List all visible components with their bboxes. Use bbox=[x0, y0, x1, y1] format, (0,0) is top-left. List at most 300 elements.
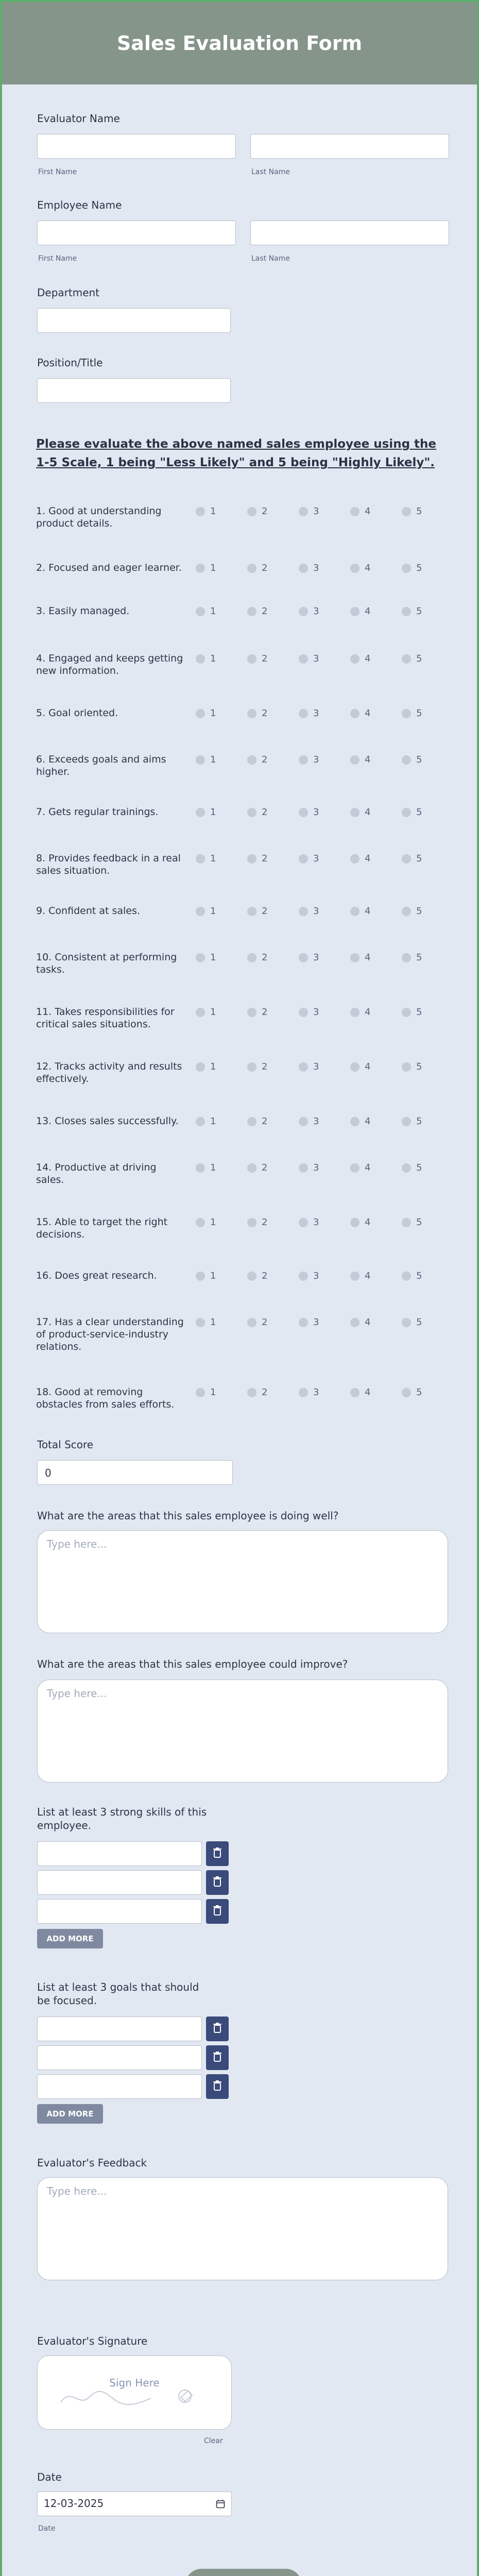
question-16-option-2[interactable] bbox=[247, 1270, 267, 1281]
option-label: 4 bbox=[365, 563, 371, 573]
radio-circle-icon bbox=[350, 1272, 360, 1281]
question-5-option-1[interactable] bbox=[196, 708, 216, 719]
question-6-option-3[interactable] bbox=[299, 754, 319, 765]
radio-circle-icon bbox=[402, 907, 411, 916]
option-label: 1 bbox=[210, 754, 216, 765]
option-label: 1 bbox=[210, 1217, 216, 1228]
form-header bbox=[2, 2, 477, 84]
option-label: 2 bbox=[262, 653, 268, 664]
radio-circle-icon bbox=[247, 1062, 256, 1072]
option-label: 4 bbox=[365, 952, 371, 963]
question-17-option-4[interactable] bbox=[350, 1317, 370, 1328]
option-label: 1 bbox=[210, 1387, 216, 1398]
delete-skill-1-button[interactable] bbox=[206, 1841, 229, 1866]
question-15-option-4[interactable] bbox=[350, 1217, 370, 1228]
option-label: 3 bbox=[313, 1317, 319, 1328]
question-1-option-2[interactable] bbox=[247, 506, 267, 517]
option-label: 1 bbox=[210, 1317, 216, 1328]
question-8-option-3[interactable] bbox=[299, 853, 319, 864]
question-12-text: 12. Tracks activity and results effectively. bbox=[36, 1061, 182, 1084]
position-label: Position/Title bbox=[37, 357, 103, 369]
question-18-option-5[interactable] bbox=[402, 1387, 422, 1398]
question-18-option-4[interactable] bbox=[350, 1387, 370, 1398]
question-9-text: 9. Confident at sales. bbox=[36, 905, 140, 917]
option-label: 3 bbox=[313, 653, 319, 664]
radio-circle-icon bbox=[299, 1163, 308, 1173]
radio-circle-icon bbox=[196, 755, 205, 765]
evaluator-name-label: Evaluator Name bbox=[37, 112, 120, 125]
radio-circle-icon bbox=[196, 1008, 205, 1017]
total-score-label: Total Score bbox=[37, 1438, 94, 1451]
department-input[interactable] bbox=[37, 308, 231, 333]
option-label: 5 bbox=[416, 754, 422, 765]
radio-circle-icon bbox=[196, 1218, 205, 1227]
option-label: 5 bbox=[416, 1116, 422, 1127]
position-input[interactable] bbox=[37, 378, 231, 403]
question-15-option-3[interactable] bbox=[299, 1217, 319, 1228]
option-label: 1 bbox=[210, 906, 216, 917]
sign-here-prompt: Sign Here bbox=[109, 2377, 160, 2389]
option-label: 3 bbox=[313, 1162, 319, 1173]
radio-circle-icon bbox=[247, 808, 256, 817]
doing-well-label: What are the areas that this sales employee is doing well? bbox=[37, 1510, 339, 1522]
option-label: 1 bbox=[210, 653, 216, 664]
question-2-option-2[interactable] bbox=[247, 563, 267, 573]
question-12-option-3[interactable] bbox=[299, 1061, 319, 1072]
improve-textarea[interactable]: Type here... bbox=[37, 1680, 448, 1783]
evaluator-first-name-input[interactable] bbox=[37, 134, 236, 159]
radio-circle-icon bbox=[247, 755, 256, 765]
scale-instructions: Please evaluate the above named sales employee using the 1-5 Scale, 1 being "Less Likely" and 5 being "Highly Likely". bbox=[36, 437, 437, 469]
radio-circle-icon bbox=[350, 1388, 360, 1397]
delete-skill-3-button[interactable] bbox=[206, 1899, 229, 1924]
question-9-option-4[interactable] bbox=[350, 906, 370, 917]
question-2-option-5[interactable] bbox=[402, 563, 422, 573]
goal-input-3[interactable] bbox=[37, 2074, 202, 2099]
option-label: 3 bbox=[313, 1387, 319, 1398]
question-8-option-2[interactable] bbox=[247, 853, 267, 864]
trash-icon bbox=[213, 2023, 222, 2036]
radio-circle-icon bbox=[196, 1388, 205, 1397]
radio-circle-icon bbox=[402, 1388, 411, 1397]
question-16-option-1[interactable] bbox=[196, 1270, 216, 1281]
radio-circle-icon bbox=[247, 1318, 256, 1327]
option-label: 4 bbox=[365, 853, 371, 864]
question-2-text: 2. Focused and eager learner. bbox=[36, 562, 182, 573]
question-17-option-5[interactable] bbox=[402, 1317, 422, 1328]
option-label: 2 bbox=[262, 754, 268, 765]
question-11-option-2[interactable] bbox=[247, 1007, 267, 1018]
evaluator-last-name-input[interactable] bbox=[250, 134, 449, 159]
option-label: 4 bbox=[365, 1387, 371, 1398]
option-label: 3 bbox=[313, 1116, 319, 1127]
option-label: 5 bbox=[416, 1217, 422, 1228]
radio-circle-icon bbox=[350, 907, 360, 916]
feedback-textarea[interactable]: Type here... bbox=[37, 2177, 448, 2280]
radio-circle-icon bbox=[196, 1062, 205, 1072]
option-label: 3 bbox=[313, 1217, 319, 1228]
question-8-option-4[interactable] bbox=[350, 853, 370, 864]
option-label: 4 bbox=[365, 1317, 371, 1328]
radio-circle-icon bbox=[247, 1388, 256, 1397]
radio-circle-icon bbox=[350, 1218, 360, 1227]
question-1-text: 1. Good at understanding product details. bbox=[36, 505, 162, 529]
goal-input-1[interactable] bbox=[37, 2016, 202, 2041]
question-3-option-4[interactable] bbox=[350, 606, 370, 617]
skills-label: List at least 3 strong skills of this employee. bbox=[37, 1806, 207, 1832]
radio-circle-icon bbox=[299, 607, 308, 616]
radio-circle-icon bbox=[402, 953, 411, 962]
radio-circle-icon bbox=[402, 564, 411, 573]
question-17-option-2[interactable] bbox=[247, 1317, 267, 1328]
radio-circle-icon bbox=[196, 507, 205, 516]
question-9-option-3[interactable] bbox=[299, 906, 319, 917]
question-17-option-1[interactable] bbox=[196, 1317, 216, 1328]
option-label: 5 bbox=[416, 1061, 422, 1072]
radio-circle-icon bbox=[299, 907, 308, 916]
question-10-option-1[interactable] bbox=[196, 952, 216, 963]
radio-circle-icon bbox=[402, 854, 411, 863]
radio-circle-icon bbox=[299, 1318, 308, 1327]
question-16-option-3[interactable] bbox=[299, 1270, 319, 1281]
question-14-option-4[interactable] bbox=[350, 1162, 370, 1173]
question-4-option-4[interactable] bbox=[350, 653, 370, 664]
radio-circle-icon bbox=[350, 1163, 360, 1173]
radio-circle-icon bbox=[247, 654, 256, 664]
form-container bbox=[2, 2, 477, 2576]
question-11-option-3[interactable] bbox=[299, 1007, 319, 1018]
radio-circle-icon bbox=[402, 808, 411, 817]
radio-circle-icon bbox=[196, 907, 205, 916]
option-label: 4 bbox=[365, 653, 371, 664]
radio-circle-icon bbox=[196, 1318, 205, 1327]
question-6-option-1[interactable] bbox=[196, 754, 216, 765]
question-2-option-3[interactable] bbox=[299, 563, 319, 573]
radio-circle-icon bbox=[196, 654, 205, 664]
question-6-option-5[interactable] bbox=[402, 754, 422, 765]
option-label: 1 bbox=[210, 506, 216, 517]
date-sublabel: Date bbox=[38, 2524, 56, 2533]
question-9-option-5[interactable] bbox=[402, 906, 422, 917]
option-label: 4 bbox=[365, 506, 371, 517]
signature-label: Evaluator's Signature bbox=[37, 2335, 148, 2347]
radio-circle-icon bbox=[196, 854, 205, 863]
option-label: 2 bbox=[262, 807, 268, 818]
question-14-option-5[interactable] bbox=[402, 1162, 422, 1173]
option-label: 5 bbox=[416, 708, 422, 719]
doing-well-textarea[interactable]: Type here... bbox=[37, 1530, 448, 1633]
question-12-option-5[interactable] bbox=[402, 1061, 422, 1072]
option-label: 1 bbox=[210, 1162, 216, 1173]
question-1-option-5[interactable] bbox=[402, 506, 422, 517]
skill-input-2[interactable] bbox=[37, 1870, 202, 1895]
radio-circle-icon bbox=[402, 755, 411, 765]
question-17-text: 17. Has a clear understanding of product-service-industry relations. bbox=[36, 1316, 184, 1352]
delete-goal-2-button[interactable] bbox=[206, 2045, 229, 2070]
radio-circle-icon bbox=[247, 709, 256, 718]
employee-first-name-input[interactable] bbox=[37, 221, 236, 245]
radio-circle-icon bbox=[196, 564, 205, 573]
option-label: 2 bbox=[262, 506, 268, 517]
option-label: 3 bbox=[313, 1007, 319, 1018]
question-14-text: 14. Productive at driving sales. bbox=[36, 1162, 157, 1185]
question-4-option-1[interactable] bbox=[196, 653, 216, 664]
question-4-option-5[interactable] bbox=[402, 653, 422, 664]
option-label: 4 bbox=[365, 1270, 371, 1281]
radio-circle-icon bbox=[299, 1062, 308, 1072]
option-label: 1 bbox=[210, 563, 216, 573]
option-label: 4 bbox=[365, 754, 371, 765]
option-label: 1 bbox=[210, 606, 216, 617]
question-8-option-1[interactable] bbox=[196, 853, 216, 864]
option-label: 2 bbox=[262, 1116, 268, 1127]
question-6-option-2[interactable] bbox=[247, 754, 267, 765]
question-4-text: 4. Engaged and keeps getting new information. bbox=[36, 653, 183, 676]
question-7-option-3[interactable] bbox=[299, 807, 319, 818]
radio-circle-icon bbox=[350, 1318, 360, 1327]
option-label: 5 bbox=[416, 1007, 422, 1018]
question-13-text: 13. Closes sales successfully. bbox=[36, 1115, 179, 1127]
radio-circle-icon bbox=[247, 1163, 256, 1173]
radio-circle-icon bbox=[350, 808, 360, 817]
feedback-label: Evaluator's Feedback bbox=[37, 2157, 147, 2169]
question-12-option-2[interactable] bbox=[247, 1061, 267, 1072]
radio-circle-icon bbox=[247, 1008, 256, 1017]
option-label: 3 bbox=[313, 906, 319, 917]
option-label: 3 bbox=[313, 606, 319, 617]
delete-goal-3-button[interactable] bbox=[206, 2074, 229, 2099]
question-5-option-5[interactable] bbox=[402, 708, 422, 719]
skill-input-1[interactable] bbox=[37, 1841, 202, 1866]
question-3-option-3[interactable] bbox=[299, 606, 319, 617]
question-16-option-5[interactable] bbox=[402, 1270, 422, 1281]
radio-circle-icon bbox=[299, 1272, 308, 1281]
question-7-option-5[interactable] bbox=[402, 807, 422, 818]
question-2-option-4[interactable] bbox=[350, 563, 370, 573]
signature-pad[interactable] bbox=[37, 2355, 232, 2430]
option-label: 3 bbox=[313, 853, 319, 864]
question-13-option-4[interactable] bbox=[350, 1116, 370, 1127]
question-18-option-1[interactable] bbox=[196, 1387, 216, 1398]
radio-circle-icon bbox=[247, 607, 256, 616]
question-4-option-3[interactable] bbox=[299, 653, 319, 664]
radio-circle-icon bbox=[350, 607, 360, 616]
option-label: 4 bbox=[365, 1162, 371, 1173]
question-10-option-5[interactable] bbox=[402, 952, 422, 963]
department-label: Department bbox=[37, 286, 100, 299]
radio-circle-icon bbox=[247, 507, 256, 516]
question-10-text: 10. Consistent at performing tasks. bbox=[36, 952, 177, 975]
option-label: 5 bbox=[416, 1317, 422, 1328]
question-3-option-5[interactable] bbox=[402, 606, 422, 617]
option-label: 2 bbox=[262, 853, 268, 864]
question-16-option-4[interactable] bbox=[350, 1270, 370, 1281]
question-8-option-5[interactable] bbox=[402, 853, 422, 864]
option-label: 5 bbox=[416, 1162, 422, 1173]
question-7-option-1[interactable] bbox=[196, 807, 216, 818]
radio-circle-icon bbox=[299, 1117, 308, 1126]
skills-add-more-button[interactable]: ADD MORE bbox=[37, 1929, 103, 1948]
question-18-option-2[interactable] bbox=[247, 1387, 267, 1398]
option-label: 5 bbox=[416, 606, 422, 617]
option-label: 5 bbox=[416, 1387, 422, 1398]
option-label: 2 bbox=[262, 952, 268, 963]
option-label: 5 bbox=[416, 653, 422, 664]
trash-icon bbox=[213, 1876, 222, 1889]
form-title: Sales Evaluation Form bbox=[116, 32, 363, 55]
question-5-option-2[interactable] bbox=[247, 708, 267, 719]
option-label: 4 bbox=[365, 708, 371, 719]
radio-circle-icon bbox=[196, 1163, 205, 1173]
option-label: 3 bbox=[313, 708, 319, 719]
date-input[interactable] bbox=[37, 2492, 232, 2516]
goals-add-more-button[interactable]: ADD MORE bbox=[37, 2104, 103, 2124]
improve-label: What are the areas that this sales employee could improve? bbox=[37, 1658, 348, 1670]
question-8-text: 8. Provides feedback in a real sales situation. bbox=[36, 853, 181, 876]
option-label: 4 bbox=[365, 1061, 371, 1072]
question-15-option-2[interactable] bbox=[247, 1217, 267, 1228]
radio-circle-icon bbox=[247, 907, 256, 916]
employee-first-name-sublabel: First Name bbox=[38, 255, 77, 263]
question-7-text: 7. Gets regular trainings. bbox=[36, 806, 159, 818]
question-2-option-1[interactable] bbox=[196, 563, 216, 573]
option-label: 1 bbox=[210, 1007, 216, 1018]
date-label: Date bbox=[37, 2471, 62, 2483]
question-5-text: 5. Goal oriented. bbox=[36, 707, 118, 719]
option-label: 1 bbox=[210, 1061, 216, 1072]
question-4-option-2[interactable] bbox=[247, 653, 267, 664]
submit-button[interactable] bbox=[185, 2569, 302, 2576]
radio-circle-icon bbox=[247, 854, 256, 863]
question-3-option-1[interactable] bbox=[196, 606, 216, 617]
option-label: 3 bbox=[313, 952, 319, 963]
delete-goal-1-button[interactable] bbox=[206, 2016, 229, 2041]
trash-icon bbox=[213, 2080, 222, 2093]
option-label: 2 bbox=[262, 1387, 268, 1398]
radio-circle-icon bbox=[247, 1117, 256, 1126]
option-label: 1 bbox=[210, 1116, 216, 1127]
total-score-input[interactable]: 0 bbox=[37, 1460, 233, 1485]
question-14-option-1[interactable] bbox=[196, 1162, 216, 1173]
question-10-option-3[interactable] bbox=[299, 952, 319, 963]
delete-skill-2-button[interactable] bbox=[206, 1870, 229, 1895]
employee-name-label: Employee Name bbox=[37, 199, 122, 211]
question-15-text: 15. Able to target the right decisions. bbox=[36, 1216, 168, 1240]
option-label: 2 bbox=[262, 1317, 268, 1328]
question-18-option-3[interactable] bbox=[299, 1387, 319, 1398]
question-6-text: 6. Exceeds goals and aims higher. bbox=[36, 754, 166, 777]
question-16-text: 16. Does great research. bbox=[36, 1270, 157, 1281]
question-10-option-4[interactable] bbox=[350, 952, 370, 963]
question-11-option-1[interactable] bbox=[196, 1007, 216, 1018]
radio-circle-icon bbox=[350, 1062, 360, 1072]
question-1-option-3[interactable] bbox=[299, 506, 319, 517]
radio-circle-icon bbox=[299, 1388, 308, 1397]
question-13-option-5[interactable] bbox=[402, 1116, 422, 1127]
option-label: 5 bbox=[416, 506, 422, 517]
option-label: 5 bbox=[416, 563, 422, 573]
radio-circle-icon bbox=[196, 953, 205, 962]
radio-circle-icon bbox=[350, 709, 360, 718]
question-3-option-2[interactable] bbox=[247, 606, 267, 617]
radio-circle-icon bbox=[402, 654, 411, 664]
question-14-option-2[interactable] bbox=[247, 1162, 267, 1173]
radio-circle-icon bbox=[350, 755, 360, 765]
goal-input-2[interactable] bbox=[37, 2045, 202, 2070]
option-label: 1 bbox=[210, 1270, 216, 1281]
evaluator-first-name-sublabel: First Name bbox=[38, 168, 77, 176]
radio-circle-icon bbox=[299, 709, 308, 718]
question-12-option-4[interactable] bbox=[350, 1061, 370, 1072]
question-5-option-4[interactable] bbox=[350, 708, 370, 719]
trash-icon bbox=[213, 2052, 222, 2064]
radio-circle-icon bbox=[402, 1117, 411, 1126]
question-9-option-2[interactable] bbox=[247, 906, 267, 917]
radio-circle-icon bbox=[299, 808, 308, 817]
question-7-option-4[interactable] bbox=[350, 807, 370, 818]
question-6-option-4[interactable] bbox=[350, 754, 370, 765]
skill-input-3[interactable] bbox=[37, 1899, 202, 1924]
radio-circle-icon bbox=[299, 953, 308, 962]
question-15-option-1[interactable] bbox=[196, 1217, 216, 1228]
option-label: 3 bbox=[313, 807, 319, 818]
option-label: 2 bbox=[262, 1217, 268, 1228]
option-label: 3 bbox=[313, 754, 319, 765]
radio-circle-icon bbox=[402, 1318, 411, 1327]
question-11-option-4[interactable] bbox=[350, 1007, 370, 1018]
option-label: 5 bbox=[416, 906, 422, 917]
radio-circle-icon bbox=[350, 654, 360, 664]
radio-circle-icon bbox=[247, 564, 256, 573]
question-12-option-1[interactable] bbox=[196, 1061, 216, 1072]
question-18-text: 18. Good at removing obstacles from sales efforts. bbox=[36, 1386, 175, 1410]
option-label: 4 bbox=[365, 1217, 371, 1228]
question-11-option-5[interactable] bbox=[402, 1007, 422, 1018]
question-17-option-3[interactable] bbox=[299, 1317, 319, 1328]
option-label: 5 bbox=[416, 853, 422, 864]
question-1-option-4[interactable] bbox=[350, 506, 370, 517]
question-7-option-2[interactable] bbox=[247, 807, 267, 818]
employee-last-name-sublabel: Last Name bbox=[251, 255, 290, 263]
radio-circle-icon bbox=[350, 854, 360, 863]
radio-circle-icon bbox=[350, 564, 360, 573]
question-5-option-3[interactable] bbox=[299, 708, 319, 719]
calendar-icon[interactable] bbox=[216, 2499, 225, 2511]
question-13-option-1[interactable] bbox=[196, 1116, 216, 1127]
radio-circle-icon bbox=[402, 1218, 411, 1227]
question-1-option-1[interactable] bbox=[196, 506, 216, 517]
question-13-option-2[interactable] bbox=[247, 1116, 267, 1127]
option-label: 3 bbox=[313, 1061, 319, 1072]
question-14-option-3[interactable] bbox=[299, 1162, 319, 1173]
option-label: 3 bbox=[313, 563, 319, 573]
radio-circle-icon bbox=[299, 507, 308, 516]
option-label: 5 bbox=[416, 1270, 422, 1281]
signature-clear-link[interactable]: Clear bbox=[204, 2437, 223, 2445]
radio-circle-icon bbox=[350, 1117, 360, 1126]
option-label: 2 bbox=[262, 906, 268, 917]
question-13-option-3[interactable] bbox=[299, 1116, 319, 1127]
employee-last-name-input[interactable] bbox=[250, 221, 449, 245]
question-10-option-2[interactable] bbox=[247, 952, 267, 963]
radio-circle-icon bbox=[350, 953, 360, 962]
radio-circle-icon bbox=[402, 1272, 411, 1281]
option-label: 3 bbox=[313, 1270, 319, 1281]
question-15-option-5[interactable] bbox=[402, 1217, 422, 1228]
option-label: 1 bbox=[210, 853, 216, 864]
radio-circle-icon bbox=[402, 1163, 411, 1173]
question-9-option-1[interactable] bbox=[196, 906, 216, 917]
